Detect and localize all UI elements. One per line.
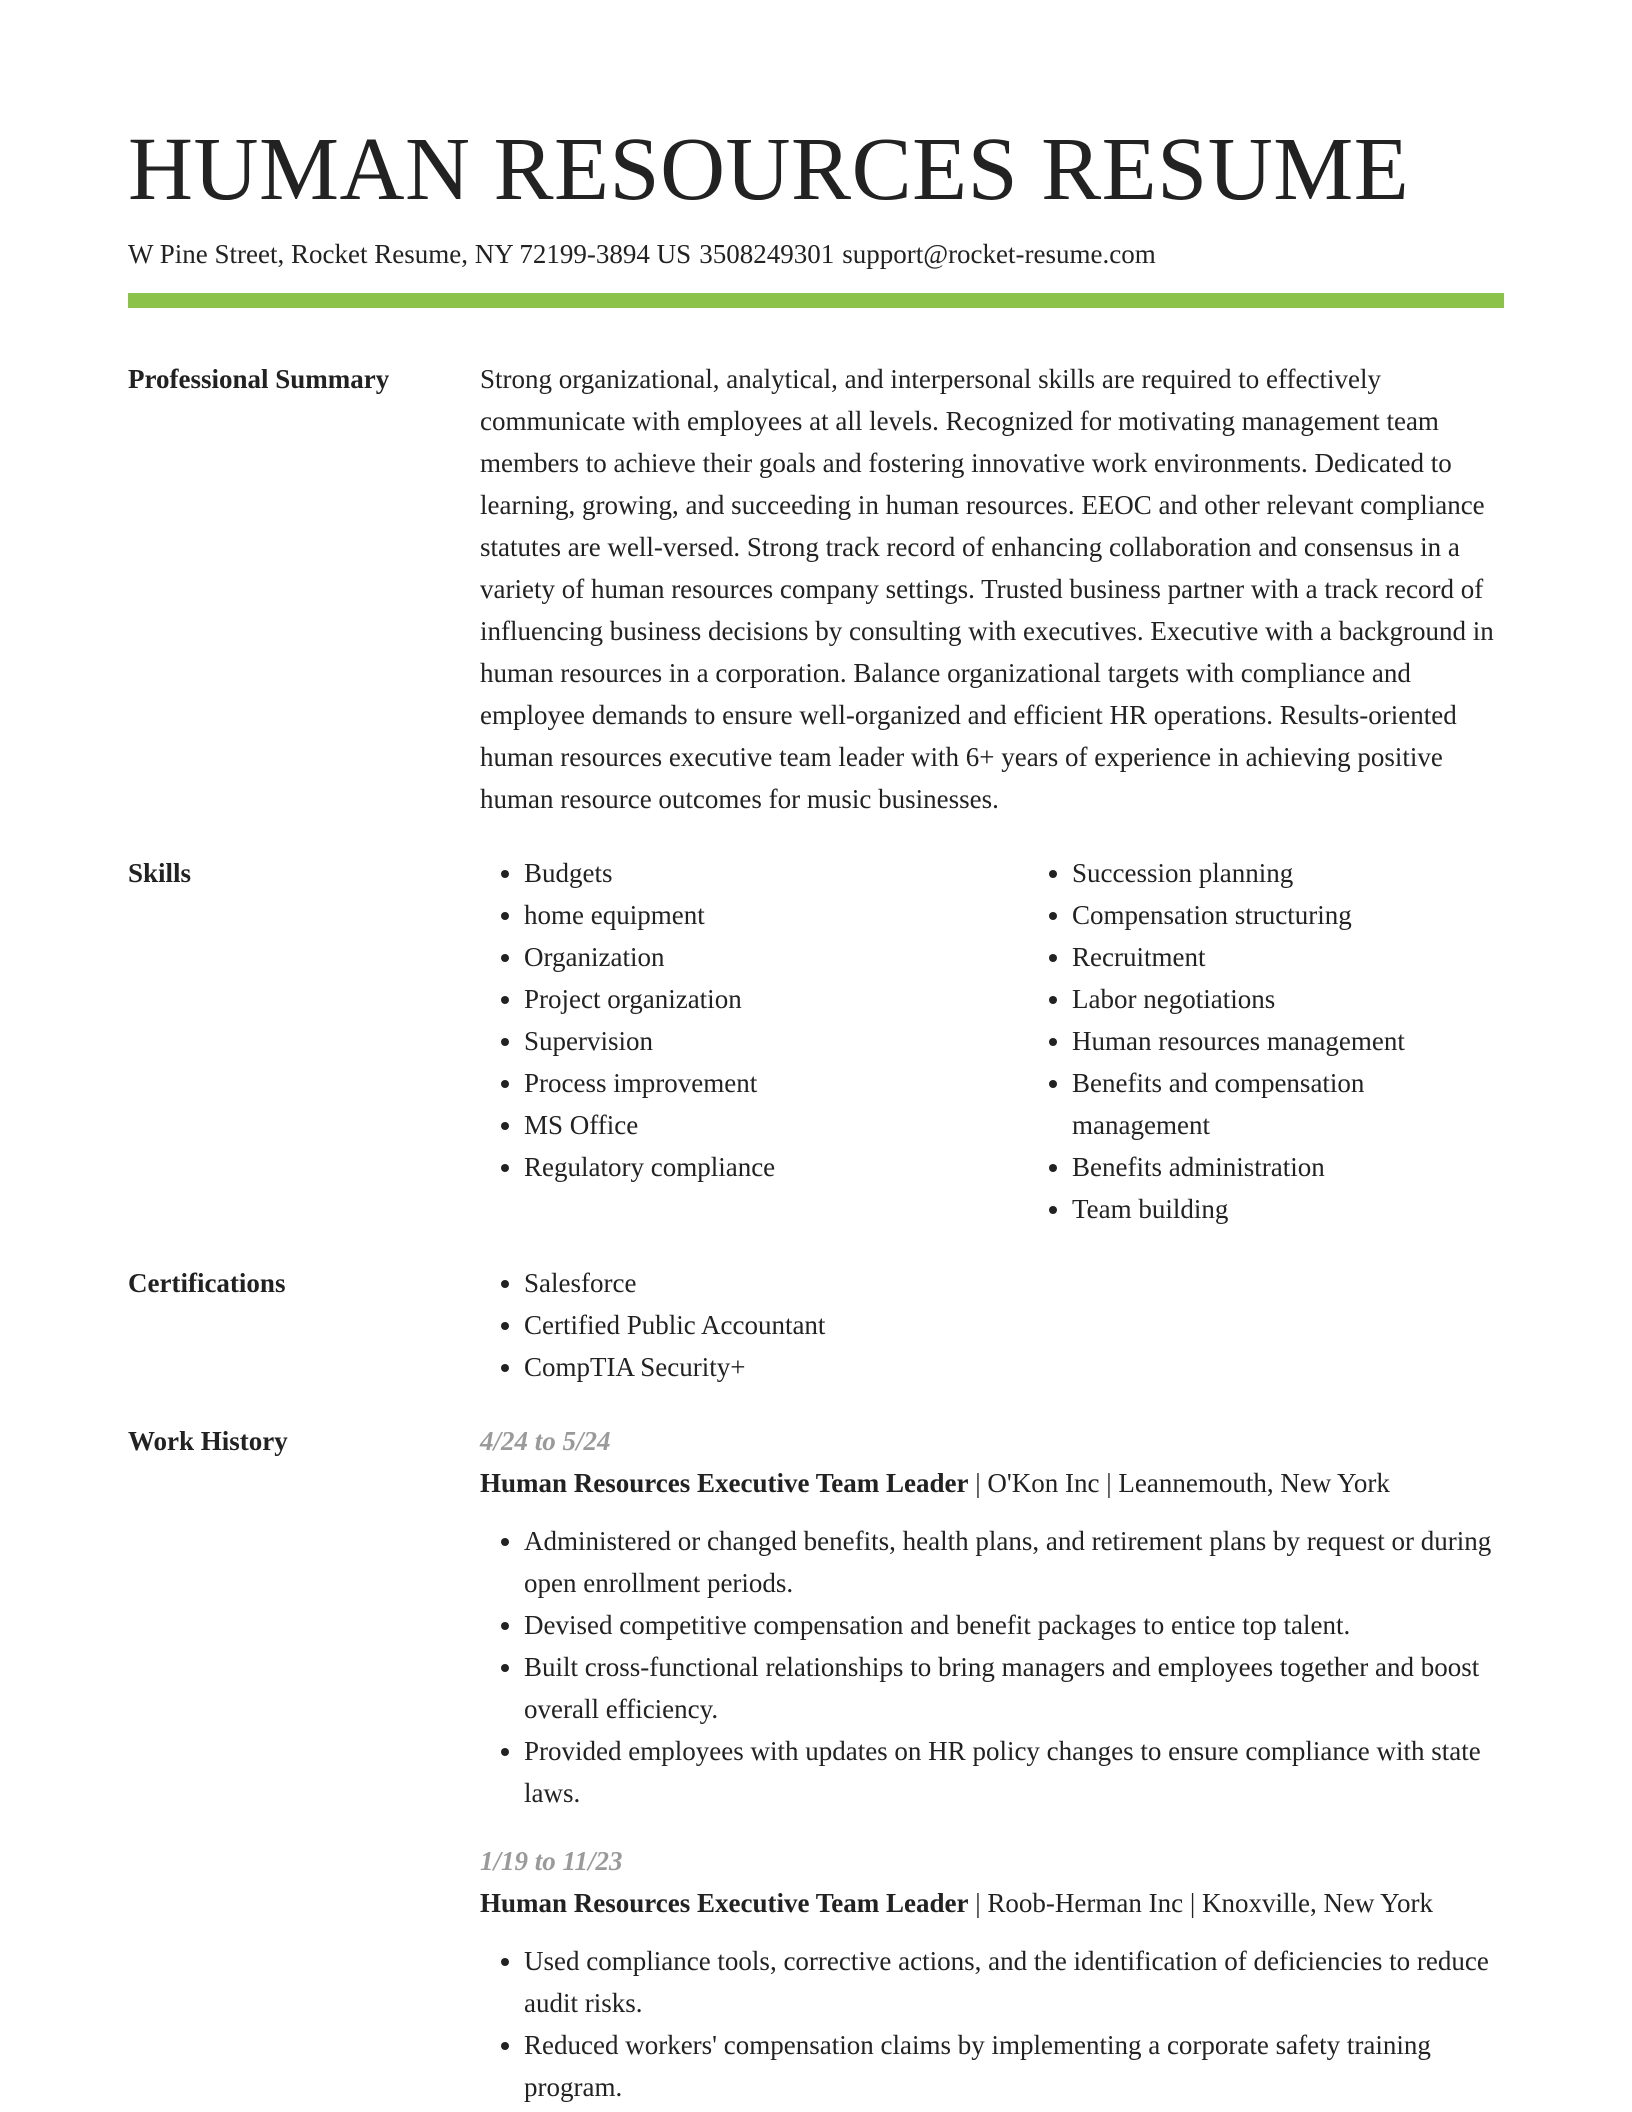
job-entry	[480, 1420, 1504, 1814]
skill-item: • Team building	[1072, 1188, 1504, 1230]
job-bullet: • Devised competitive compensation and benefit packages to entice top talent.	[524, 1604, 1504, 1646]
contact-email: support@rocket-resume.com	[842, 239, 1156, 269]
job-location: Leannemouth, New York	[1118, 1468, 1390, 1498]
skill-item: • Supervision	[524, 1020, 1028, 1062]
job-heading: Human Resources Executive Team Leader | Roob-Herman Inc | Knoxville, New York	[480, 1888, 1433, 1918]
skill-item: • Benefits administration	[1072, 1146, 1504, 1188]
skill-item: • Organization	[524, 936, 1028, 978]
job-bullets	[480, 1520, 1504, 1814]
job-location: Knoxville, New York	[1201, 1888, 1433, 1918]
contact-address: W Pine Street, Rocket Resume, NY 72199-3894 US	[128, 239, 692, 269]
certifications-section	[128, 1262, 1504, 1388]
job-bullet: • Reduced workers' compensation claims by implementing a corporate safety training program.	[524, 2024, 1504, 2108]
summary-section	[128, 358, 1504, 820]
contact-phone: 3508249301	[699, 239, 835, 269]
skills-section	[128, 852, 1504, 1230]
certification-item: • Salesforce	[524, 1262, 1504, 1304]
skill-item: • Benefits and compensation management	[1072, 1062, 1504, 1146]
skill-item: • Recruitment	[1072, 936, 1504, 978]
job-heading: Human Resources Executive Team Leader | O'Kon Inc | Leannemouth, New York	[480, 1468, 1390, 1498]
skills-list-left	[480, 852, 1028, 1230]
job-entry	[480, 1840, 1504, 2108]
certifications-list	[480, 1262, 1504, 1388]
work-history-section	[128, 1420, 1504, 2108]
certification-item: • CompTIA Security+	[524, 1346, 1504, 1388]
job-dates: 4/24 to 5/24	[480, 1426, 611, 1456]
work-history-heading: Work History	[128, 1426, 288, 1456]
resume-name: HUMAN RESOURCES RESUME	[128, 120, 1410, 219]
skill-item: • home equipment	[524, 894, 1028, 936]
skills-list-right	[1028, 852, 1504, 1230]
certifications-body	[480, 1262, 1504, 1388]
skill-item: • Succession planning	[1072, 852, 1504, 894]
contact-line	[128, 236, 1504, 272]
summary-heading: Professional Summary	[128, 364, 390, 394]
skill-item: • Budgets	[524, 852, 1028, 894]
skills-heading: Skills	[128, 858, 192, 888]
skill-item: • Process improvement	[524, 1062, 1028, 1104]
skill-item: • Regulatory compliance	[524, 1146, 1028, 1188]
job-bullet: • Built cross-functional relationships to bring managers and employees together and boost overall efficiency.	[524, 1646, 1504, 1730]
job-title: Human Resources Executive Team Leader	[480, 1888, 969, 1918]
job-bullet: • Provided employees with updates on HR policy changes to ensure compliance with state laws.	[524, 1730, 1504, 1814]
work-history-body	[480, 1420, 1504, 2108]
job-bullet: • Administered or changed benefits, health plans, and retirement plans by request or during open enrollment periods.	[524, 1520, 1504, 1604]
skill-item: • MS Office	[524, 1104, 1028, 1146]
job-title: Human Resources Executive Team Leader	[480, 1468, 969, 1498]
skill-item: • Project organization	[524, 978, 1028, 1020]
job-dates: 1/19 to 11/23	[480, 1846, 623, 1876]
job-company: O'Kon Inc	[987, 1468, 1100, 1498]
header-divider	[128, 293, 1504, 308]
certification-item: • Certified Public Accountant	[524, 1304, 1504, 1346]
job-bullet: • Used compliance tools, corrective actions, and the identification of deficiencies to reduce audit risks.	[524, 1940, 1504, 2024]
summary-text: Strong organizational, analytical, and interpersonal skills are required to effectively communicate with employees at all levels. Recognized for motivating management team members to achieve their goals and fostering innovative work environments. Dedicated to learning, growing, and succeeding in human resources. EEOC and other relevant compliance statutes are well-versed. Strong track record of enhancing collaboration and consensus in a variety of human resources company settings. Trusted business partner with a track record of influencing business decisions by consulting with executives. Executive with a background in human resources in a corporation. Balance organizational targets with compliance and employee demands to ensure well-organized and efficient HR operations. Results-oriented human resources executive team leader with 6+ years of experience in achieving positive human resource outcomes for music businesses.	[480, 364, 1494, 814]
certifications-heading: Certifications	[128, 1268, 286, 1298]
job-bullets	[480, 1940, 1504, 2108]
job-company: Roob-Herman Inc	[987, 1888, 1184, 1918]
skill-item: • Human resources management	[1072, 1020, 1504, 1062]
skill-item: • Labor negotiations	[1072, 978, 1504, 1020]
skill-item: • Compensation structuring	[1072, 894, 1504, 936]
skills-columns	[480, 852, 1504, 1230]
